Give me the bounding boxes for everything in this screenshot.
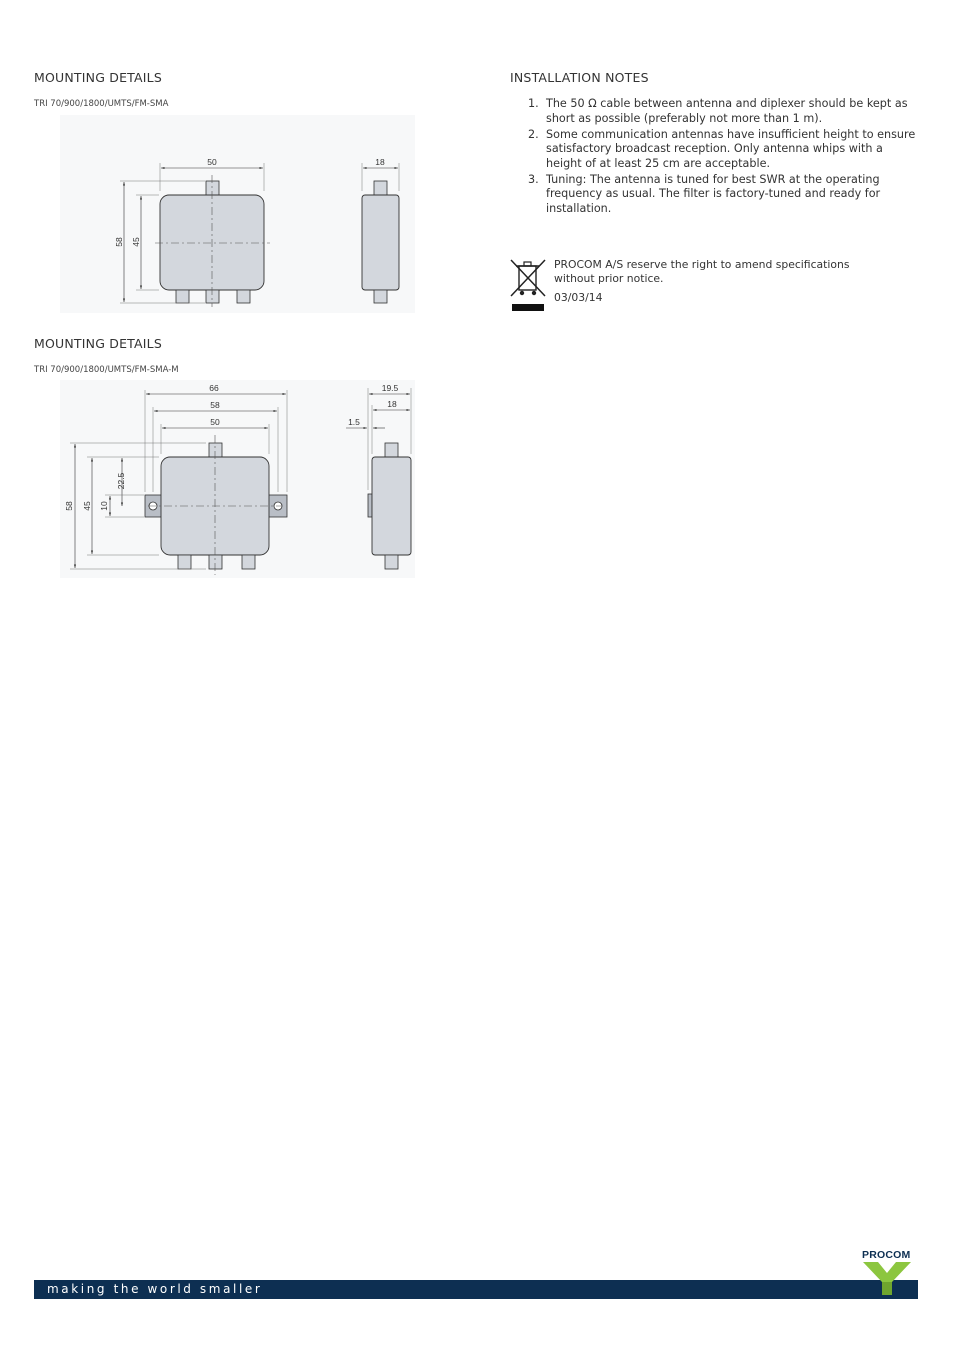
mounting-drawing-2	[60, 380, 415, 578]
device-body-side	[372, 457, 411, 555]
dim-height-45: 45	[131, 237, 141, 247]
dim-h58: 58	[64, 501, 74, 511]
dim-height-58: 58	[114, 237, 124, 247]
device-body-side	[362, 195, 399, 290]
notice-line-2: without prior notice.	[554, 272, 664, 285]
document-date: 03/03/14	[554, 291, 603, 304]
dim-19-5: 19.5	[381, 383, 399, 393]
list-item: 1. The 50 Ω cable between antenna and diplexer should be kept as short as possible (preferably not more than 1 m).	[528, 97, 908, 125]
mounting-drawing-1	[60, 115, 415, 313]
dim-66: 66	[209, 383, 219, 393]
dim-18: 18	[387, 399, 397, 409]
weee-bin-icon	[509, 258, 547, 312]
top-connector	[206, 181, 219, 196]
dim-h45: 45	[82, 501, 92, 511]
installation-notes-title: INSTALLATION NOTES	[510, 70, 649, 85]
mounting-details-title-2: MOUNTING DETAILS	[34, 336, 162, 351]
model-name-1: TRI 70/900/1800/UMTS/FM-SMA	[34, 99, 169, 109]
dim-50: 50	[210, 417, 220, 427]
dim-58: 58	[210, 400, 220, 410]
mounting-details-title-1: MOUNTING DETAILS	[34, 70, 162, 85]
list-item: 2. Some communication antennas have insufficient height to ensure satisfactory broadcast reception. Only antenna whips with a height of at least 25 cm are acceptable.	[528, 127, 916, 170]
model-name-2: TRI 70/900/1800/UMTS/FM-SMA-M	[34, 365, 179, 375]
footer-bar	[34, 1280, 918, 1299]
dim-h22-5: 22.5	[116, 472, 126, 490]
dim-1-5: 1.5	[348, 417, 360, 427]
procom-logo-icon	[862, 1261, 912, 1296]
dim-h10: 10	[99, 501, 109, 511]
bottom-connector	[237, 290, 250, 303]
notice-text	[554, 258, 849, 305]
bottom-connector	[206, 290, 219, 303]
footer-slogan: making the world smaller	[47, 1282, 263, 1296]
procom-logo-text: PROCOM	[862, 1249, 911, 1261]
bottom-connector	[176, 290, 189, 303]
dim-width-50: 50	[207, 157, 217, 167]
list-item: 3. Tuning: The antenna is tuned for best SWR at the operating frequency as usual. The filter is factory-tuned and ready for installation.	[528, 172, 881, 215]
installation-notes-list	[510, 97, 920, 218]
notice-line-1: PROCOM A/S reserve the right to amend specifications	[554, 258, 850, 271]
dim-depth-18: 18	[375, 157, 385, 167]
